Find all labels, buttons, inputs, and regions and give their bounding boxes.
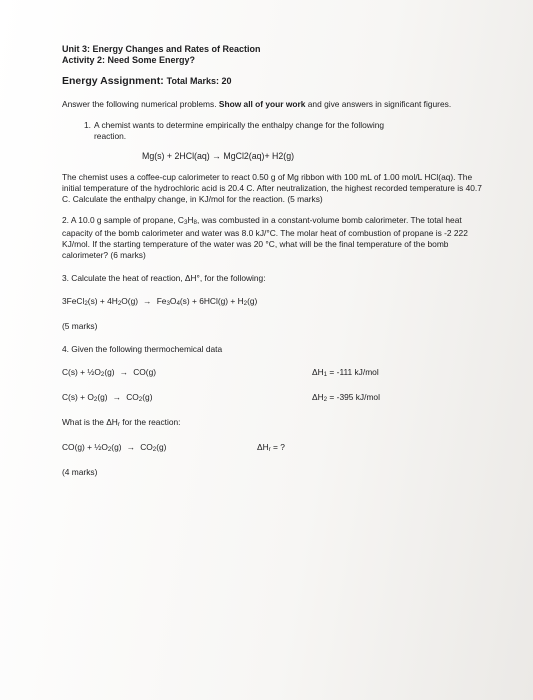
- delta-h: ΔH: [312, 367, 324, 377]
- q3-eq-part: O(g): [121, 296, 139, 306]
- reaction-arrow: →: [126, 442, 136, 452]
- delta-h-sub: 1: [323, 371, 328, 378]
- question-4-reaction-2: [62, 392, 482, 405]
- r1-sub: 2: [100, 371, 105, 378]
- delta-h-value: = -395 kJ/mol: [327, 392, 380, 402]
- r1-part: (g): [104, 367, 115, 377]
- r3-part: CO: [140, 442, 153, 452]
- question-3-prompt: 3. Calculate the heat of reaction, ΔH°, for the following:: [62, 273, 266, 283]
- q3-eq-part: Fe: [156, 296, 167, 306]
- q2-text-h: H: [187, 215, 194, 225]
- question-1-body: The chemist uses a coffee-cup calorimeter to react 0.50 g of Mg ribbon with 100 mL of 1.00 mol/L HCl(aq). The initial temperature of the hydrochloric acid is 20.4 C. After neutralization, the highest recorded temperature is 40.7 C. Calculate the enthalpy change, in KJ/mol for the reaction. (5 marks): [62, 172, 482, 204]
- q2-sub-3: 3: [183, 219, 188, 226]
- r3-part: (g): [111, 442, 122, 452]
- r2-sub: 2: [93, 396, 98, 403]
- q3-eq-sub: 2: [84, 300, 88, 307]
- r3-sub: 2: [152, 446, 157, 453]
- q3-eq-part: (s) + 6HCl(g) + H: [179, 296, 244, 306]
- reaction-1-equation: [62, 367, 312, 380]
- unit-title: Unit 3: Energy Changes and Rates of Reaction: [62, 44, 261, 54]
- q3-eq-part: 3FeCl: [62, 296, 85, 306]
- delta-h-sub: 2: [323, 396, 328, 403]
- reaction-1-enthalpy: [312, 367, 379, 380]
- activity-title: Activity 2: Need Some Energy?: [62, 55, 196, 65]
- instructions-part-2: and give answers in significant figures.: [307, 99, 452, 109]
- instructions-emphasis: Show all of your work: [218, 99, 306, 109]
- delta-h-value: = ?: [270, 442, 285, 452]
- r2-part: CO: [126, 392, 139, 402]
- delta-h-sub: r: [268, 446, 271, 453]
- assignment-title: Energy Assignment:: [62, 75, 164, 87]
- target-reaction-equation: [62, 442, 257, 455]
- delta-h: ΔH: [312, 392, 324, 402]
- question-3-marks: (5 marks): [62, 321, 98, 331]
- question-4-prompt: 4. Given the following thermochemical data: [62, 344, 223, 354]
- q4-question-part: for the reaction:: [119, 417, 181, 427]
- r3-sub: 2: [107, 446, 112, 453]
- reaction-2-enthalpy: [312, 392, 380, 405]
- r2-part: (g): [142, 392, 153, 402]
- assignment-heading: [62, 76, 482, 87]
- target-reaction-enthalpy: [257, 442, 285, 455]
- q3-eq-part: (g): [247, 296, 258, 306]
- r1-part: CO(g): [133, 367, 157, 377]
- reaction-arrow: →: [143, 296, 152, 306]
- q3-eq-sub: 4: [176, 300, 180, 307]
- q3-eq-sub: 3: [166, 300, 170, 307]
- question-4-question: [62, 417, 482, 430]
- r2-sub: 2: [138, 396, 143, 403]
- instructions: [62, 99, 482, 110]
- q3-eq-sub: 2: [117, 300, 122, 307]
- assignment-total-marks: Total Marks: 20: [166, 76, 232, 86]
- reaction-arrow: →: [112, 392, 122, 402]
- r3-part: CO(g) + ½O: [62, 442, 108, 452]
- r1-part: C(s) + ½O: [62, 367, 101, 377]
- faint-handwriting-mark: [110, 0, 220, 22]
- question-4-marks: (4 marks): [62, 467, 98, 477]
- delta-h: ΔH: [257, 442, 269, 452]
- q2-sub-8: 8: [193, 219, 197, 226]
- r2-part: C(s) + O: [62, 392, 94, 402]
- q4-question-sub: r: [117, 421, 120, 428]
- q2-text-a: 2. A 10.0 g sample of propane, C: [62, 215, 184, 225]
- reaction-2-equation: [62, 392, 312, 405]
- q3-eq-sub: 2: [243, 300, 248, 307]
- question-1-text: A chemist wants to determine empirically the enthalpy change for the following reaction.: [94, 120, 385, 141]
- question-1-prompt: [84, 120, 482, 142]
- question-4-reaction-1: [62, 367, 482, 380]
- document-body: [62, 44, 482, 478]
- question-1-equation: Mg(s) + 2HCl(aq) → MgCl2(aq)+ H2(g): [142, 151, 295, 161]
- r2-part: (g): [97, 392, 108, 402]
- question-3-equation: [62, 296, 482, 309]
- instructions-part-1: Answer the following numerical problems.: [62, 99, 217, 109]
- delta-h-value: = -111 kJ/mol: [327, 367, 379, 377]
- q3-eq-part: (s) + 4H: [87, 296, 118, 306]
- reaction-arrow: →: [119, 367, 129, 377]
- question-4-target-reaction: [62, 442, 482, 455]
- q3-eq-part: O: [169, 296, 177, 306]
- q4-question-part: What is the ΔH: [62, 417, 118, 427]
- question-2: [62, 215, 482, 261]
- question-1-number: 1.: [84, 120, 91, 130]
- q2-text-body: , was combusted in a constant-volume bomb calorimeter. The total heat capacity of the bomb calorimeter and water was 8.0 kJ/°C. The molar heat of combustion of propane is -2 222 KJ/mol. If the starting temperature of the water was 20 °C, what will be the final temperature of the bomb calorimeter? (6 marks): [62, 215, 468, 260]
- r3-part: (g): [156, 442, 167, 452]
